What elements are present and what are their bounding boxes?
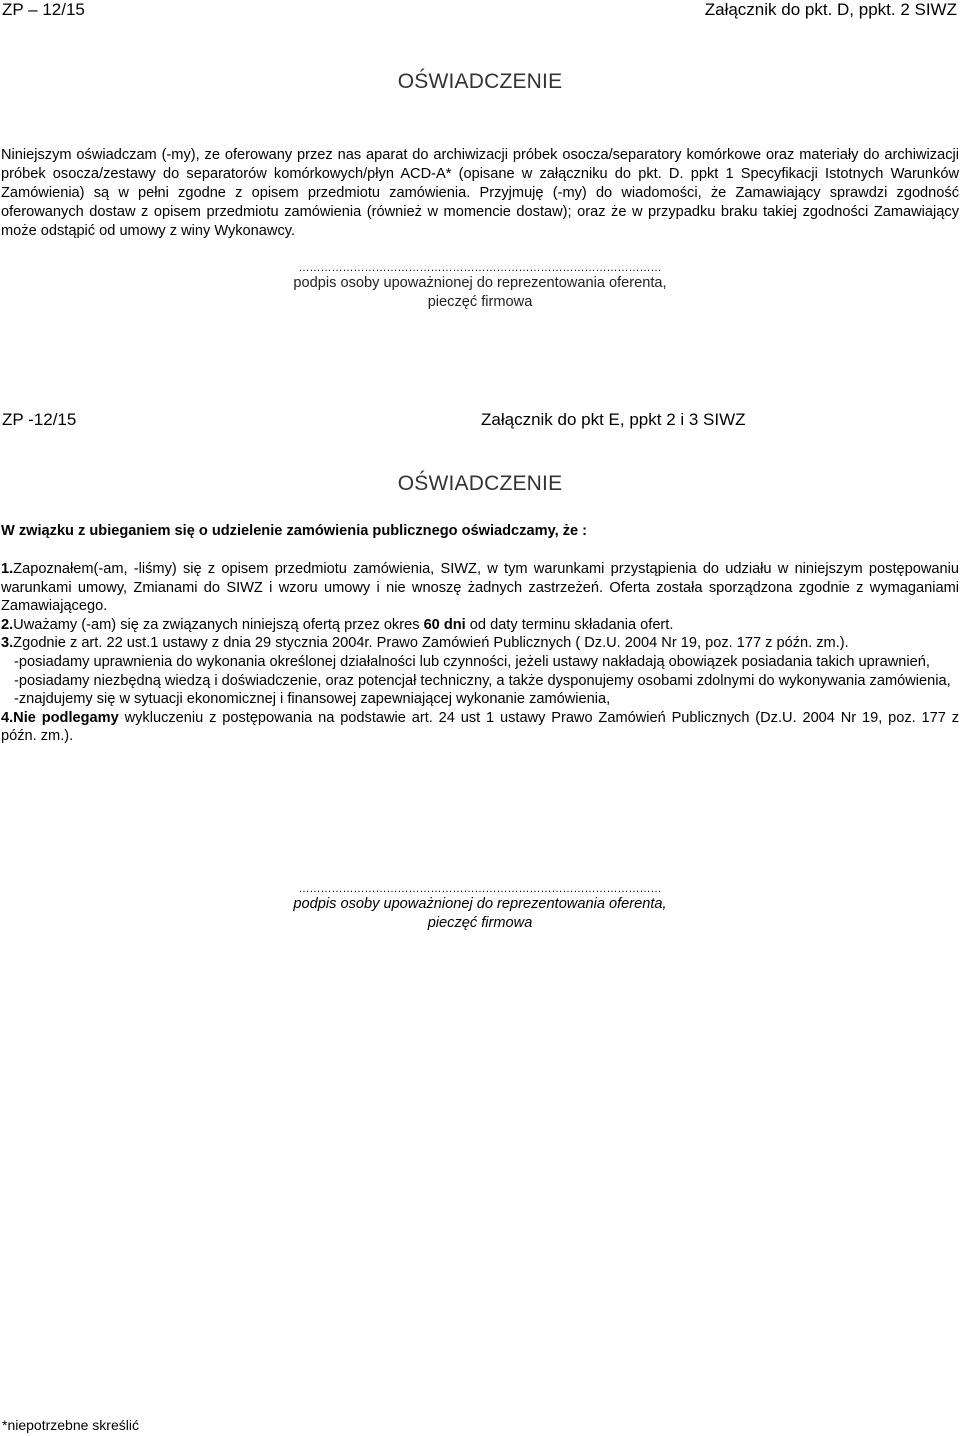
- doc2-signature-block: [250, 883, 710, 933]
- declaration-item-1: [1, 560, 959, 616]
- signature-caption-line2: pieczęć firmowa: [427, 915, 533, 931]
- item-number: 2.: [1, 616, 14, 633]
- declaration-item-3: [1, 634, 959, 653]
- signature-dotted-line: ………………………………………………………………………………………: [298, 262, 662, 274]
- item-bold-text: 60 dni: [423, 616, 466, 633]
- doc1-signature-block: [250, 262, 710, 312]
- signature-caption-line2: pieczęć firmowa: [427, 294, 533, 310]
- item-text: wykluczeniu z postępowania na podstawie art. 24 ust 1 ustawy Prawo Zamówień Publicznych (Dz.U. 2004 Nr 19, poz. 177 z późn. zm.).: [1, 709, 959, 745]
- doc1-title: OŚWIADCZENIE: [397, 70, 563, 93]
- declaration-item-2: [1, 616, 959, 635]
- doc2-attachment-label: Załącznik do pkt E, ppkt 2 i 3 SIWZ: [481, 410, 746, 429]
- item-number: 1.: [1, 561, 14, 577]
- doc2-title: OŚWIADCZENIE: [397, 472, 563, 495]
- declaration-bullet-3: -znajdujemy się w sytuacji ekonomicznej i finansowej zapewniającej wykonanie zamówienia,: [14, 691, 611, 708]
- doc2-intro: W związku z ubieganiem się o udzielenie zamówienia publicznego oświadczamy, że :: [1, 523, 588, 539]
- item-number: 4.: [1, 709, 14, 726]
- doc2-reference: ZP -12/15: [2, 410, 77, 429]
- item-number: 3.: [1, 635, 14, 652]
- declaration-bullet-2: -posiadamy niezbędną wiedzą i doświadczenie, oraz potencjał techniczny, a także dysponujemy osobami zdolnymi do wykonywania zamówienia,: [14, 672, 951, 689]
- declaration-item-4: [1, 709, 959, 746]
- signature-dotted-line: ………………………………………………………………………………………: [298, 883, 662, 895]
- declaration-bullet-1: -posiadamy uprawnienia do wykonania określonej działalności lub czynności, jeżeli ustawy nakładają obowiązek posiadania takich uprawnień,: [14, 653, 930, 670]
- item-text: Zgodnie z art. 22 ust.1 ustawy z dnia 29 stycznia 2004r. Prawo Zamówień Publicznych ( Dz.U. 2004 Nr 19, poz. 177 z późn. zm.).: [13, 635, 849, 652]
- doc1-attachment-label: Załącznik do pkt. D, ppkt. 2 SIWZ: [704, 0, 957, 19]
- item-bold-text: Nie podlegamy: [13, 709, 119, 726]
- item-text: Zapoznałem(-am, -liśmy) się z opisem przedmiotu zamówienia, SIWZ, w tym warunkami przystąpienia do udziału w niniejszym postępowaniu warunkami umowy, Zmianami do SIWZ i wzoru umowy i nie wnoszę żadnych zastrzeżeń. Oferta została sporządzona zgodnie z wymaganiami Zamawiającego.: [1, 561, 959, 615]
- footnote: *niepotrzebne skreślić: [2, 1417, 139, 1433]
- signature-caption-line1: podpis osoby upoważnionej do reprezentowania oferenta,: [293, 275, 667, 291]
- item-text: od daty terminu składania ofert.: [465, 616, 674, 633]
- doc1-reference: ZP – 12/15: [2, 0, 85, 19]
- doc2-declarations-list: [1, 560, 959, 746]
- signature-caption-line1: podpis osoby upoważnionej do reprezentowania oferenta,: [293, 896, 667, 912]
- item-text: Uważamy (-am) się za związanych niniejszą ofertą przez okres: [13, 616, 424, 633]
- doc1-statement: Niniejszym oświadczam (-my), ze oferowany przez nas aparat do archiwizacji próbek osocza/separatory komórkowe oraz materiały do archiwizacji próbek osocza/zestawy do separatorów komórkowych/płyn ACD-A* (opisane w załączniku do pkt. D. ppkt 1 Specyfikacji Istotnych Warunków Zamówienia) są w pełni zgodne z opisem przedmiotu zamówienia. Przyjmuję (-my) do wiadomości, że Zamawiający sprawdzi zgodność oferowanych dostaw z opisem przedmiotu zamówienia (również w momencie dostaw); oraz że w przypadku braku takiej zgodności Zamawiający może odstąpić od umowy z winy Wykonawcy.: [1, 147, 959, 239]
